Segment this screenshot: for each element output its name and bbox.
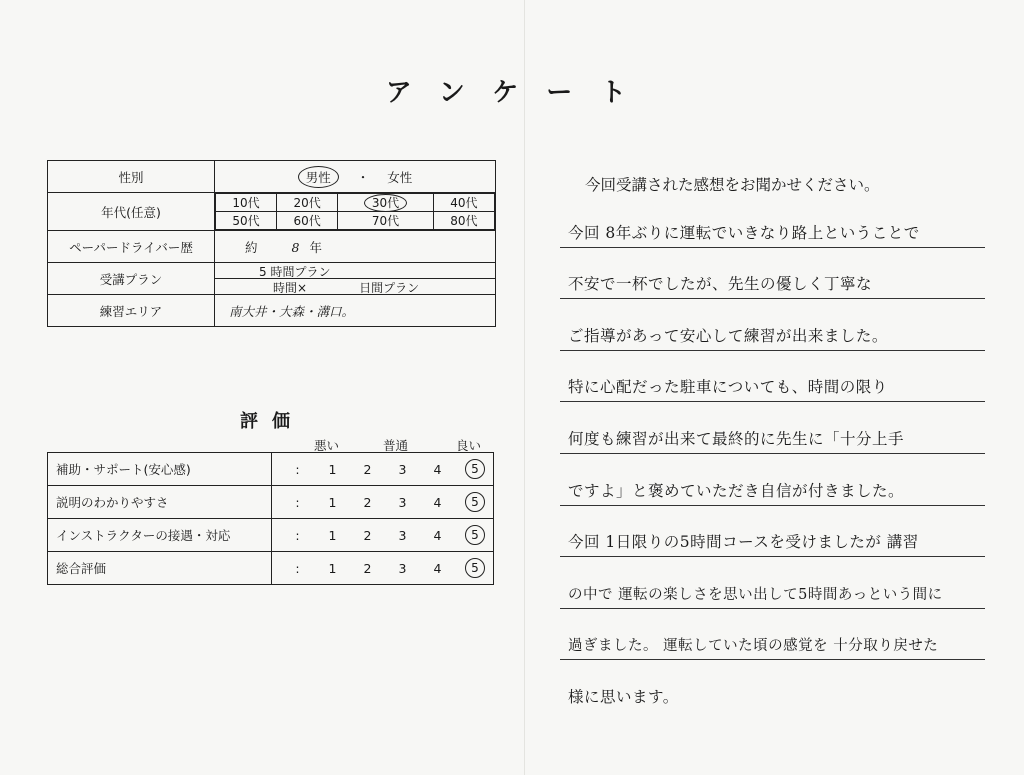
page-fold: [524, 0, 525, 775]
evaluation-item-label: 説明のわかりやすさ: [48, 486, 272, 519]
score-colon: :: [295, 527, 300, 543]
handwritten-text: 今回 1日限りの5時間コースを受けましたが 講習: [568, 533, 919, 552]
score-scale: [280, 558, 485, 578]
comment-line: [560, 299, 985, 351]
score-5-circled: 5: [465, 492, 485, 512]
score-scale: [280, 525, 485, 545]
evaluation-item-label: 総合評価: [48, 552, 272, 585]
age-option: 60代: [277, 212, 338, 230]
evaluation-row: [48, 453, 494, 486]
score-1: 1: [328, 527, 337, 543]
evaluation-table: [47, 452, 494, 585]
evaluation-row: [48, 552, 494, 585]
paper-driver-years: [215, 231, 496, 263]
comment-line: [560, 660, 985, 711]
gender-separator: ・: [356, 169, 370, 185]
score-3: 3: [398, 461, 407, 477]
age-option: 80代: [433, 212, 494, 230]
years-prefix: 約: [245, 239, 258, 255]
handwritten-text: 特に心配だった駐車についても、時間の限り: [568, 378, 888, 397]
score-2: 2: [363, 560, 372, 576]
age-option: 40代: [433, 194, 494, 212]
score-5-circled: 5: [465, 525, 485, 545]
comment-line: [560, 248, 985, 300]
scale-normal: 普通: [383, 438, 409, 453]
score-4: 4: [433, 560, 442, 576]
score-3: 3: [398, 527, 407, 543]
score-colon: :: [295, 461, 300, 477]
comment-line: [560, 609, 985, 661]
handwritten-text: ですよ」と褒めていただき自信が付きました。: [568, 481, 905, 500]
handwritten-text: 過ぎました。 運転していた頃の感覚を 十分取り戻せた: [568, 638, 939, 655]
age-label: 年代(任意): [48, 193, 215, 231]
comment-line: [560, 506, 985, 558]
plan-label: 受講プラン: [48, 263, 215, 295]
years-suffix: 年: [309, 239, 322, 255]
gender-label: 性別: [48, 161, 215, 193]
comment-line: [560, 557, 985, 609]
scale-good: 良い: [456, 438, 482, 453]
age-option: 10代: [216, 194, 277, 212]
handwritten-text: ご指導があって安心して練習が出来ました。: [568, 326, 888, 345]
score-2: 2: [363, 494, 372, 510]
score-3: 3: [398, 494, 407, 510]
page-title: アンケート: [385, 78, 655, 108]
area-label: 練習エリア: [48, 295, 215, 327]
age-option: 20代: [277, 194, 338, 212]
profile-table: [47, 160, 496, 327]
score-3: 3: [398, 560, 407, 576]
score-4: 4: [433, 461, 442, 477]
gender-female: 女性: [387, 169, 413, 185]
age-grid: [215, 193, 495, 230]
handwritten-text: の中で 運転の楽しさを思い出して5時間あっという間に: [568, 586, 943, 603]
plan-line-2: [215, 279, 495, 294]
score-5-circled: 5: [465, 459, 485, 479]
evaluation-item-label: 補助・サポート(安心感): [48, 453, 272, 486]
score-2: 2: [363, 461, 372, 477]
handwritten-text: 様に思います。: [568, 687, 679, 706]
paper-driver-label: ペーパードライバー歴: [48, 231, 215, 263]
score-5-circled: 5: [465, 558, 485, 578]
plan-days: 日間プラン: [359, 281, 420, 295]
age-option: 70代: [338, 212, 434, 230]
comment-line: [560, 351, 985, 403]
handwritten-text: 何度も練習が出来て最終的に先生に「十分上手: [568, 429, 905, 448]
age-option: 50代: [216, 212, 277, 230]
score-colon: :: [295, 494, 300, 510]
score-1: 1: [328, 461, 337, 477]
evaluation-row: [48, 519, 494, 552]
score-1: 1: [328, 560, 337, 576]
comment-question: 今回受講された感想をお聞かせください。: [585, 176, 880, 194]
handwritten-text: 不安で一杯でしたが、先生の優しく丁寧な: [568, 275, 873, 294]
evaluation-heading: 評価: [240, 411, 304, 432]
comment-line: [560, 454, 985, 506]
score-colon: :: [295, 560, 300, 576]
score-4: 4: [433, 494, 442, 510]
comment-line: [560, 196, 985, 248]
evaluation-item-label: インストラクターの接遇・対応: [48, 519, 272, 552]
area-value: 南大井・大森・溝口。: [229, 303, 355, 319]
score-2: 2: [363, 527, 372, 543]
score-4: 4: [433, 527, 442, 543]
gender-male-circled: 男性: [298, 166, 339, 188]
plan-line-1: 5 時間プラン: [215, 263, 495, 279]
comment-line: [560, 402, 985, 454]
age-30s-circled: 30代: [364, 194, 407, 212]
plan-hours: 時間×: [273, 281, 308, 295]
score-scale: [280, 492, 485, 512]
years-value: 8: [291, 239, 300, 255]
score-1: 1: [328, 494, 337, 510]
age-option-circled: [338, 194, 434, 212]
comment-lines: [560, 196, 985, 711]
scale-bad: 悪い: [314, 438, 340, 453]
evaluation-row: [48, 486, 494, 519]
handwritten-text: 今回 8年ぶりに運転でいきなり路上ということで: [568, 223, 920, 242]
gender-options: [215, 166, 495, 188]
score-scale: [280, 459, 485, 479]
